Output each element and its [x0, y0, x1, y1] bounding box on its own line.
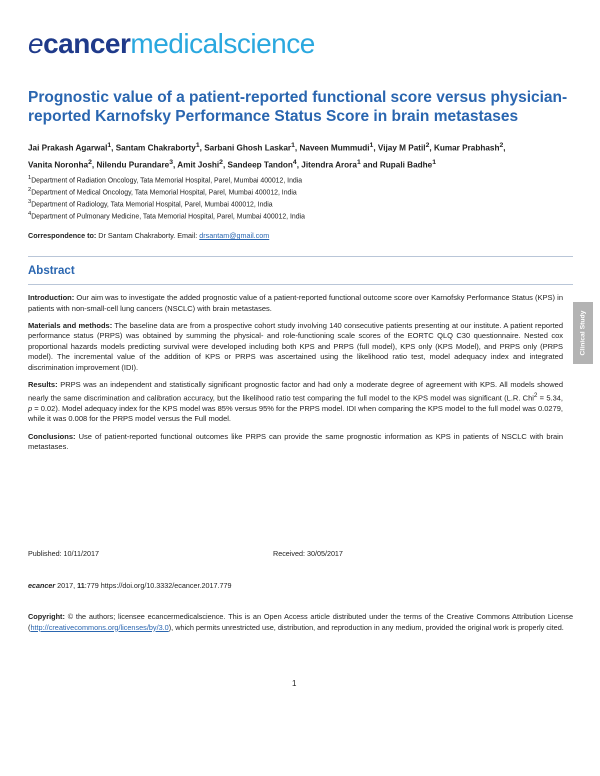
correspondence: Correspondence to: Dr Santam Chakraborty. Email: drsantam@gmail.com	[28, 231, 270, 240]
author-sup: 4	[292, 158, 297, 166]
copyright: Copyright: © the authors; licensee ecancermedicalscience. This is an Open Access article distributed under the terms of the Creative Commons Attribution License (http://creativecommons.org/licenses/by/3.0), which permits unrestricted use, distribution, and reproduction in any medium, provided the original work is properly cited.	[28, 612, 574, 632]
author: Jitendra Arora	[301, 160, 357, 170]
citation: ecancer 2017, 11:779 https://doi.org/10.3332/ecancer.2017.779	[28, 581, 232, 590]
author-sup: 1	[291, 142, 295, 149]
affiliation: $^3$Department of Radiology, Tata Memorial Hospital, Parel, Mumbai 400012, India	[28, 199, 273, 209]
author-sup: 2	[499, 142, 504, 149]
author: Kumar Prabhash	[433, 143, 500, 153]
published-date: Published: 10/11/2017	[28, 549, 100, 558]
email-link[interactable]: drsantam@gmail.com	[199, 231, 270, 240]
author-list: Jai Prakash Agarwal$^1$, Santam Chakraborty$^1$, Sarbani Ghosh Laskar$^1$, Naveen Mummudi$^1$, Vijay M Patil$^2$, Kumar Prabhash$^2$, Vanita Noronha$^2$, Nilendu Purandare$^3$, Amit Joshi$^2$, Sandeep Tandon$^4$, Jitendra Arora$^1$ and Rupali Badhe$^1$	[28, 142, 506, 170]
abstract-conclusions: Conclusions: Use of patient-reported functional outcomes like PRPS can provide the same prognostic information as KPS in patients of NSCLC with brain metastases.	[28, 431, 563, 452]
author: Jai Prakash Agarwal	[28, 143, 108, 153]
author-sup: 1	[356, 158, 361, 166]
author-sup: 3	[169, 158, 174, 166]
author-sup: 2	[219, 158, 223, 166]
received-date: Received: 30/05/2017	[273, 549, 343, 558]
abstract-heading: Abstract	[28, 265, 75, 277]
abstract-methods: Materials and methods: The baseline data are from a prospective cohort study involving 140 consecutive patients presenting at our institute. A patient reported performance status (PRPS) was obtained by summing the physical- and role-functioning scale scores of the EORTC QLQ C30 questionnaire. Nested cox proportional hazards models predicting survival were developed including both KPS and PRPS (full model), KPS only (KPS Model), and PRPS only (PRPS model). The incremental value of the addition of KPS or PRPS was ascertained using the likelihood ratio test, model adequacy index and integrated discrimination improvement (IDI).	[28, 320, 563, 373]
author: Rupali Badhe	[379, 160, 433, 170]
abstract-results: Results: PRPS was an independent and statistically significant prognostic factor and had only a moderate degree of agreement with KPS. All models showed nearly the same discrimination and calibration accuracy, but the likelihood ratio test comparing the full model to the KPS model was significant (L.R. Chi$^2$ = 5.34, p = 0.02). Model adequacy index for the KPS model was 85% versus 95% for the PRPS model. IDI when comparing the KPS model to the full model was 0.0279, while it was 0.008 for the PRPS model versus the Full model.	[28, 380, 563, 424]
author-and: and	[363, 160, 378, 170]
author: Vijay M Patil	[377, 143, 426, 153]
author-sup: 1	[107, 142, 112, 149]
divider	[28, 284, 573, 285]
author-sup: 1	[432, 158, 437, 166]
abstract-introduction: Introduction: Our aim was to investigate the added prognostic value of a patient-reported functional outcome score over Karnofsky Performance Status (KPS) in patients with non-small-cell lung cancers (NSCLC) with brain metastases.	[28, 293, 563, 313]
author: Sarbani Ghosh Laskar	[204, 143, 292, 153]
license-link[interactable]: http://creativecommons.org/licenses/by/3.0	[30, 622, 169, 632]
author: Sandeep Tandon	[227, 160, 293, 170]
journal-logo	[28, 28, 315, 60]
author-sup: 1	[369, 142, 374, 149]
affiliation: $^1$Department of Radiation Oncology, Tata Memorial Hospital, Parel, Mumbai 400012, India	[28, 175, 303, 185]
affiliation: $^4$Department of Pulmonary Medicine, Tata Memorial Hospital, Parel, Mumbai 400012, India	[28, 211, 305, 221]
logo-medicalscience: medicalscience	[130, 28, 315, 59]
author: Amit Joshi	[177, 160, 220, 170]
logo-e: e	[28, 28, 44, 59]
affiliation: $^2$Department of Medical Oncology, Tata Memorial Hospital, Parel, Mumbai 400012, India	[28, 187, 297, 197]
author-sup: 2	[425, 142, 430, 149]
author-sup: 1	[195, 142, 200, 149]
author: Nilendu Purandare	[96, 160, 170, 170]
divider	[28, 256, 573, 257]
article-title: Prognostic value of a patient-reported functional score versus physician-reported Karnofsky Performance Status Score in brain metastases	[28, 89, 568, 125]
page-number: 1	[292, 679, 297, 688]
affiliations	[28, 174, 573, 222]
abstract-body	[28, 293, 563, 459]
author: Naveen Mummudi	[299, 143, 370, 153]
author: Vanita Noronha	[28, 160, 89, 170]
author-sup: 2	[88, 158, 92, 166]
logo-cancer: cancer	[43, 28, 131, 59]
author: Santam Chakraborty	[115, 143, 196, 153]
article-type-tab: Clinical Study	[573, 302, 593, 364]
